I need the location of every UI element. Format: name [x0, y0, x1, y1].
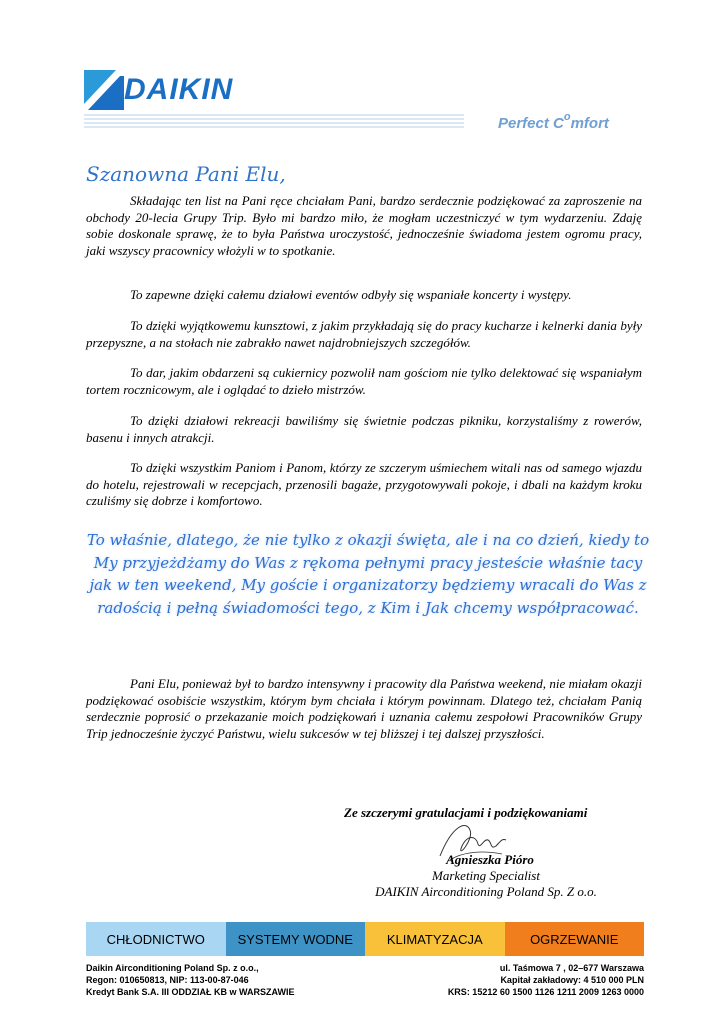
tagline-part: Perfect C	[498, 115, 564, 132]
footer-left	[86, 962, 295, 998]
category-tile: CHŁODNICTWO	[86, 922, 226, 956]
daikin-logo	[84, 70, 274, 110]
closing-line: Ze szczerymi gratulacjami i podziękowaniami	[344, 805, 588, 820]
footer-line: Daikin Airconditioning Poland Sp. z o.o.,	[86, 963, 259, 973]
footer-right	[448, 962, 644, 998]
footer-line: Regon: 010650813, NIP: 113-00-87-046	[86, 975, 249, 985]
signer-block	[330, 852, 642, 900]
greeting: Szanowna Pani Elu,	[86, 162, 286, 186]
tagline	[498, 113, 609, 132]
footer-line: KRS: 15212 60 1500 1126 1211 2009 1263 0000	[447, 987, 644, 997]
header-rules	[84, 113, 464, 129]
signer-title: Marketing Specialist	[432, 868, 540, 883]
signer-name: Agnieszka Pióro	[446, 852, 534, 867]
paragraph: To dzięki wszystkim Paniom i Panom, którzy ze szczerym uśmiechem witali nas od samego wjazdu do hotelu, rejestrowali w recepcjach, przenosili bagaże, przygotowywali pokoje, i dbali na każdym kroku czuliśmy się dobrze i komfortowo.	[86, 460, 642, 508]
category-tile: KLIMATYZACJA	[365, 922, 505, 956]
footer-line: Kapitał zakładowy: 4 510 000 PLN	[500, 975, 644, 985]
category-bar	[86, 922, 644, 956]
tagline-sup: o	[563, 111, 571, 123]
paragraph: To zapewne dzięki całemu działowi eventów odbyły się wspaniałe koncerty i występy.	[130, 287, 572, 302]
daikin-logo-icon	[84, 70, 124, 110]
category-tile: SYSTEMY WODNE	[226, 922, 366, 956]
paragraph: To dar, jakim obdarzeni są cukiernicy pozwolił nam gościom nie tylko delektować się wspaniałym tortem rocznicowym, ale i oglądać to dzieło mistrzów.	[86, 365, 642, 397]
footer-line: ul. Taśmowa 7 , 02–677 Warszawa	[499, 963, 644, 973]
tagline-part: mfort	[570, 115, 609, 132]
footer-line: Kredyt Bank S.A. III ODDZIAŁ KB w WARSZAWIE	[86, 987, 295, 997]
paragraph: To dzięki działowi rekreacji bawiliśmy się świetnie podczas pikniku, korzystaliśmy z rowerów, basenu i innych atrakcji.	[86, 413, 642, 445]
logo-wordmark: DAIKIN	[124, 73, 234, 106]
paragraph: Składając ten list na Pani ręce chciałam Pani, bardzo serdecznie podziękować za zaproszenie na obchody 20-lecia Grupy Trip. Było mi bardzo miło, że mogłam uczestniczyć w tym wydarzeniu. Zdaję sobie doskonale sprawę, że to była Państwa uroczystość, jednocześnie świadoma jestem ogromu pracy, jaki wszyscy pracownicy włożyli w to spotkanie.	[86, 193, 642, 258]
paragraph-final: Pani Elu, ponieważ był to bardzo intensywny i pracowity dla Państwa weekend, nie miałam okazji podziękować osobiście wszystkim, którym bym chciała i którym powinnam. Dlatego też, chciałam Panią serdecznie poprosić o przekazanie moich podziękowań i uznania całemu zespołowi Pracowników Grupy Trip jednocześnie życzyć Państwu, wielu sukcesów w tej bliższej i tej dalszej przyszłości.	[86, 676, 642, 741]
category-tile: OGRZEWANIE	[505, 922, 645, 956]
highlight-text: To właśnie, dlatego, że nie tylko z okazji święta, ale i na co dzień, kiedy to My przyjeżdżamy do Was z rękoma pełnymi pracy jesteście właśnie tacy jak w ten weekend, My goście i organizatorzy będziemy wracali do Was z radością i pełną świadomości tego, z Kim i Jak chcemy współpracować.	[86, 531, 650, 617]
signer-company: DAIKIN Airconditioning Poland Sp. Z o.o.	[375, 884, 597, 899]
paragraph: To dzięki wyjątkowemu kunsztowi, z jakim przykładają się do pracy kucharze i kelnerki dania były przepyszne, a na stołach nie zabrakło nawet najdrobniejszych szczegółów.	[86, 318, 642, 350]
